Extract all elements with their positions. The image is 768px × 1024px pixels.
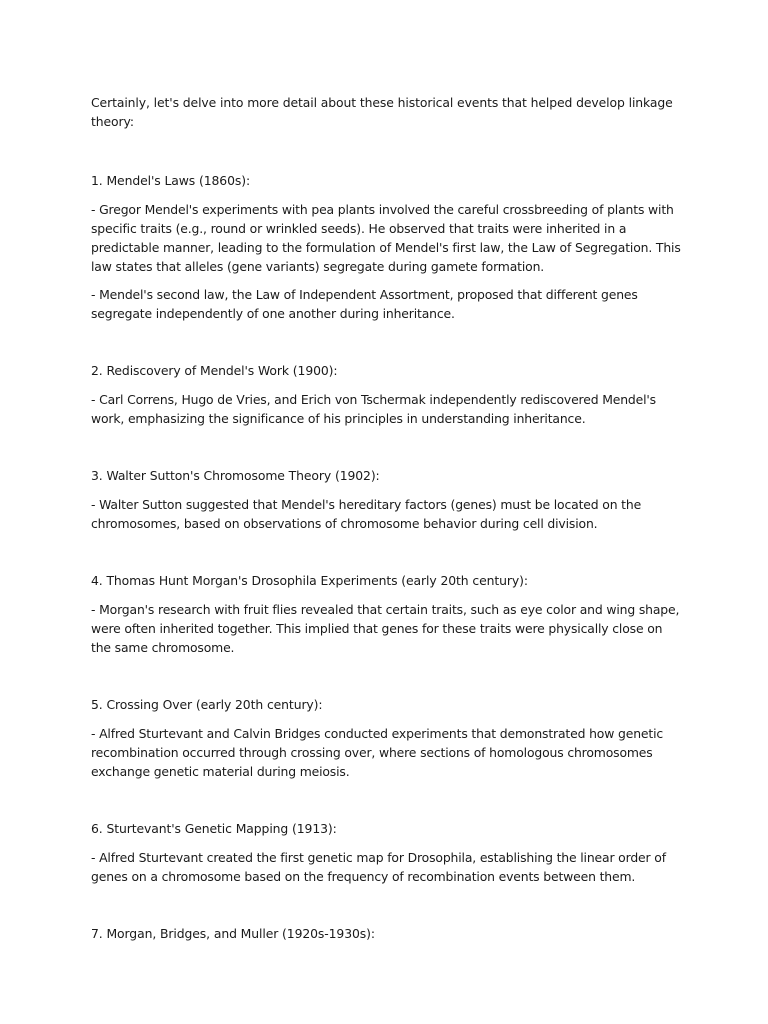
section-paragraph: - Gregor Mendel's experiments with pea plants involved the careful crossbreeding of plants with specific traits (e.g., round or wrinkled seeds). He observed that traits were inherited in a predictable manner, leading to the formulation of Mendel's first law, the Law of Segregation. This law states that alleles (gene variants) segregate during gamete formation. <box>91 202 681 274</box>
section-heading: 4. Thomas Hunt Morgan's Drosophila Experiments (early 20th century): <box>91 573 528 588</box>
section-paragraph: - Mendel's second law, the Law of Independent Assortment, proposed that different genes segregate independently of one another during inheritance. <box>91 287 638 321</box>
section-paragraph: - Alfred Sturtevant and Calvin Bridges conducted experiments that demonstrated how genetic recombination occurred through crossing over, where sections of homologous chromosomes exchange genetic material during meiosis. <box>91 726 664 779</box>
section-morgan-bridges-muller <box>91 924 681 943</box>
section-paragraph: - Carl Correns, Hugo de Vries, and Erich von Tschermak independently rediscovered Mendel's work, emphasizing the significance of his principles in understanding inheritance. <box>91 392 656 426</box>
section-genetic-mapping <box>91 819 681 886</box>
document-body <box>91 93 681 981</box>
section-rediscovery <box>91 361 681 428</box>
section-sutton-chromosome-theory <box>91 466 681 533</box>
section-paragraph: - Walter Sutton suggested that Mendel's hereditary factors (genes) must be located on the chromosomes, based on observations of chromosome behavior during cell division. <box>91 497 642 531</box>
section-heading: 5. Crossing Over (early 20th century): <box>91 697 323 712</box>
section-heading: 1. Mendel's Laws (1860s): <box>91 173 251 188</box>
section-heading: 3. Walter Sutton's Chromosome Theory (1902): <box>91 468 380 483</box>
section-paragraph: - Alfred Sturtevant created the first genetic map for Drosophila, establishing the linear order of genes on a chromosome based on the frequency of recombination events between them. <box>91 850 666 884</box>
section-heading: 2. Rediscovery of Mendel's Work (1900): <box>91 363 338 378</box>
section-morgan-drosophila <box>91 571 681 657</box>
section-crossing-over <box>91 695 681 781</box>
section-heading: 6. Sturtevant's Genetic Mapping (1913): <box>91 821 337 836</box>
section-mendels-laws <box>91 171 681 323</box>
intro-paragraph: Certainly, let's delve into more detail about these historical events that helped develop linkage theory: <box>91 95 673 129</box>
section-heading: 7. Morgan, Bridges, and Muller (1920s-1930s): <box>91 926 375 941</box>
section-paragraph: - Morgan's research with fruit flies revealed that certain traits, such as eye color and wing shape, were often inherited together. This implied that genes for these traits were physically close on the same chromosome. <box>91 602 680 655</box>
